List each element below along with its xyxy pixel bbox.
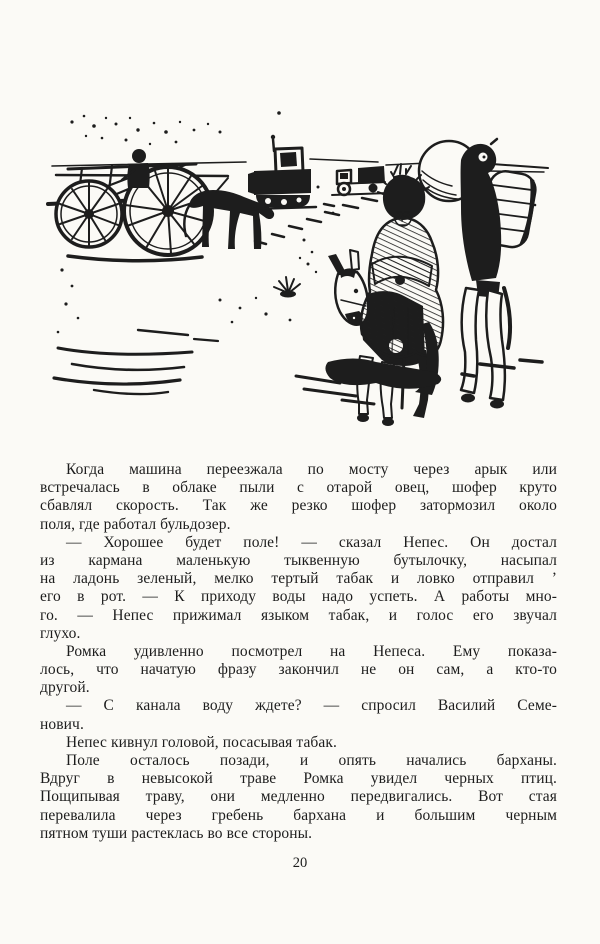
text-line: Поле осталось позади, и опять начались барханы. xyxy=(66,752,557,769)
tractor xyxy=(248,135,316,209)
text-line: его в рот. — К приходу воды надо успеть. А работы мно- xyxy=(40,588,557,606)
text-line: другой. xyxy=(40,679,90,697)
text-line: из кармана маленькую тыквенную бутылочку, насыпал xyxy=(40,551,557,569)
text-line: нович. xyxy=(40,715,84,733)
text-line: Непес кивнул головой, посасывая табак. xyxy=(66,733,338,751)
text-line: поля, где работал бульдозер. xyxy=(40,515,231,533)
fur-hat xyxy=(383,176,425,220)
text-line: го. — Непес прижимал языком табак, и голос его звучал xyxy=(40,606,557,624)
text-line: — Хорошее будет поле! — сказал Непес. Он достал xyxy=(66,533,557,551)
text-line: пятном туши растеклась во все стороны. xyxy=(40,824,313,842)
text-line: глухо. xyxy=(40,624,81,642)
cart-driver xyxy=(122,149,150,188)
text-line: на ладонь зеленый, мелко тертый табак и ловко отправил ’ xyxy=(40,570,557,588)
text-line: встречалась в облаке пыли с отарой овец, шофер круто xyxy=(40,479,557,497)
text-line: перевалила через гребень бархана и большим черным xyxy=(40,806,557,824)
text-line: Вдруг в невысокой траве Ромка увидел черных птиц. xyxy=(40,770,557,788)
text-line: Ромка удивленно посмотрел на Непеса. Ему показа- xyxy=(66,642,557,660)
text-line: — С канала воду ждете? — спросил Василий Семе- xyxy=(66,697,557,715)
page-number: 20 xyxy=(292,855,308,871)
illustration xyxy=(42,108,560,443)
ground-hatching xyxy=(54,330,218,394)
body-text xyxy=(40,461,557,843)
text-line: лось, что начатую фразу закончил не он сам, а кто-то xyxy=(40,661,557,679)
text-line: сбавлял скорость. Так же резко шофер затормозил около xyxy=(40,497,557,515)
text-line: Когда машина переезжала по мосту через арык или xyxy=(66,461,557,478)
text-line: Пощипывая траву, они медленно передвигались. Вот стая xyxy=(40,788,557,806)
